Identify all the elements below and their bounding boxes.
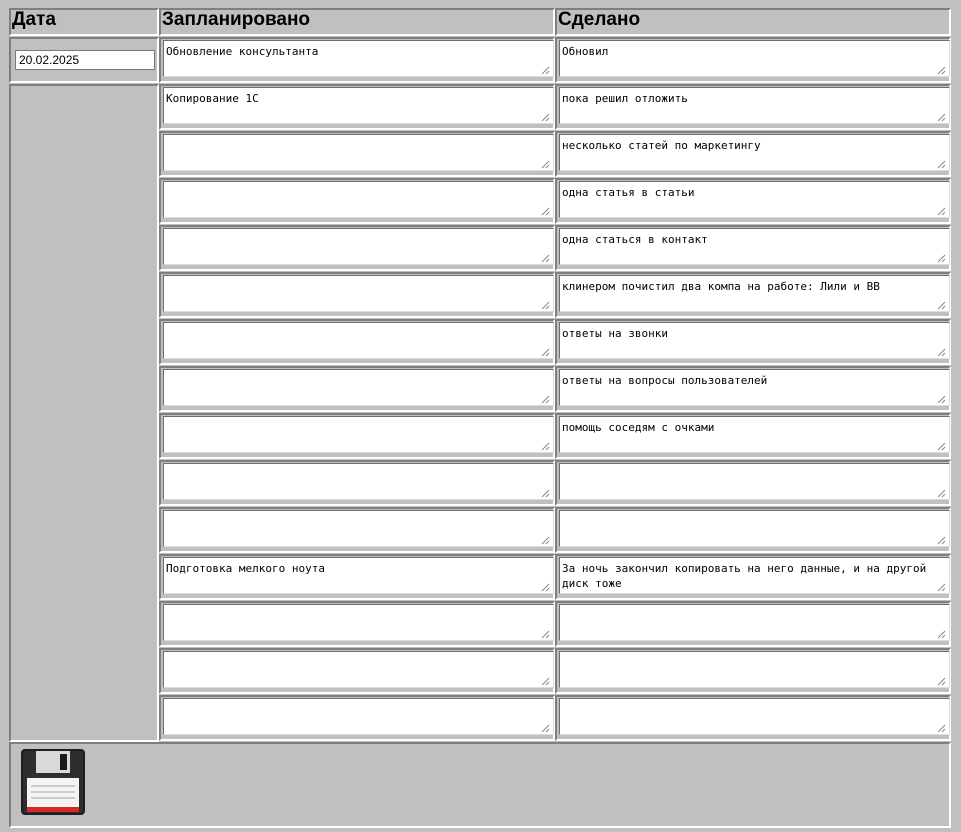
planned-cell	[159, 84, 555, 130]
done-textarea[interactable]: одна статья в статьи	[559, 181, 950, 218]
done-column-header: Сделано	[555, 8, 951, 36]
resize-grip-icon[interactable]	[541, 113, 550, 122]
done-textarea[interactable]: одна статься в контакт	[559, 228, 950, 265]
resize-grip-icon[interactable]	[541, 301, 550, 310]
planned-cell	[159, 413, 555, 459]
done-cell	[555, 460, 951, 506]
planned-textarea[interactable]: Обновление консультанта	[163, 40, 554, 77]
footer-cell	[9, 742, 951, 828]
resize-grip-icon[interactable]	[937, 395, 946, 404]
resize-grip-icon[interactable]	[541, 254, 550, 263]
done-cell	[555, 366, 951, 412]
planned-cell	[159, 178, 555, 224]
resize-grip-icon[interactable]	[541, 207, 550, 216]
resize-grip-icon[interactable]	[541, 489, 550, 498]
done-cell	[555, 272, 951, 318]
planned-textarea[interactable]	[163, 698, 554, 735]
planned-cell	[159, 601, 555, 647]
done-textarea[interactable]	[559, 604, 950, 641]
resize-grip-icon[interactable]	[937, 536, 946, 545]
resize-grip-icon[interactable]	[937, 348, 946, 357]
resize-grip-icon[interactable]	[937, 301, 946, 310]
resize-grip-icon[interactable]	[937, 677, 946, 686]
planned-cell	[159, 225, 555, 271]
date-input[interactable]: 20.02.2025	[15, 50, 155, 70]
done-textarea[interactable]: помощь соседям с очками	[559, 416, 950, 453]
resize-grip-icon[interactable]	[541, 724, 550, 733]
done-cell	[555, 554, 951, 600]
date-column-header: Дата	[9, 8, 159, 36]
done-textarea[interactable]	[559, 510, 950, 547]
planned-textarea[interactable]	[163, 275, 554, 312]
resize-grip-icon[interactable]	[541, 630, 550, 639]
planned-textarea[interactable]: Подготовка мелкого ноута	[163, 557, 554, 594]
resize-grip-icon[interactable]	[937, 254, 946, 263]
done-cell	[555, 601, 951, 647]
done-cell	[555, 131, 951, 177]
resize-grip-icon[interactable]	[541, 66, 550, 75]
planned-textarea[interactable]	[163, 463, 554, 500]
resize-grip-icon[interactable]	[541, 395, 550, 404]
resize-grip-icon[interactable]	[937, 583, 946, 592]
planned-cell	[159, 507, 555, 553]
done-cell	[555, 648, 951, 694]
done-cell	[555, 695, 951, 741]
resize-grip-icon[interactable]	[937, 113, 946, 122]
done-textarea[interactable]	[559, 651, 950, 688]
planned-cell	[159, 319, 555, 365]
resize-grip-icon[interactable]	[541, 348, 550, 357]
done-cell	[555, 37, 951, 83]
resize-grip-icon[interactable]	[937, 66, 946, 75]
planned-column-header: Запланировано	[159, 8, 555, 36]
planned-cell	[159, 554, 555, 600]
planned-textarea[interactable]	[163, 416, 554, 453]
date-cell	[9, 37, 159, 83]
resize-grip-icon[interactable]	[541, 536, 550, 545]
resize-grip-icon[interactable]	[541, 442, 550, 451]
resize-grip-icon[interactable]	[937, 442, 946, 451]
planned-cell	[159, 37, 555, 83]
date-spacer-cell	[9, 84, 159, 742]
planned-textarea[interactable]	[163, 510, 554, 547]
done-cell	[555, 225, 951, 271]
resize-grip-icon[interactable]	[541, 160, 550, 169]
done-cell	[555, 178, 951, 224]
floppy-disk-save-icon[interactable]	[20, 748, 86, 816]
done-textarea[interactable]: За ночь закончил копировать на него данные, и на другой диск тоже	[559, 557, 950, 594]
planned-cell	[159, 460, 555, 506]
done-textarea[interactable]	[559, 463, 950, 500]
planned-textarea[interactable]	[163, 181, 554, 218]
resize-grip-icon[interactable]	[937, 489, 946, 498]
planned-textarea[interactable]: Копирование 1С	[163, 87, 554, 124]
planned-cell	[159, 366, 555, 412]
resize-grip-icon[interactable]	[541, 677, 550, 686]
resize-grip-icon[interactable]	[937, 207, 946, 216]
done-textarea[interactable]: ответы на вопросы пользователей	[559, 369, 950, 406]
done-textarea[interactable]	[559, 698, 950, 735]
done-textarea[interactable]: несколько статей по маркетингу	[559, 134, 950, 171]
planned-cell	[159, 272, 555, 318]
done-cell	[555, 507, 951, 553]
done-textarea[interactable]: пока решил отложить	[559, 87, 950, 124]
planned-textarea[interactable]	[163, 369, 554, 406]
resize-grip-icon[interactable]	[541, 583, 550, 592]
resize-grip-icon[interactable]	[937, 160, 946, 169]
planned-textarea[interactable]	[163, 228, 554, 265]
done-textarea[interactable]: ответы на звонки	[559, 322, 950, 359]
done-cell	[555, 413, 951, 459]
planned-textarea[interactable]	[163, 134, 554, 171]
planned-cell	[159, 695, 555, 741]
resize-grip-icon[interactable]	[937, 630, 946, 639]
planned-textarea[interactable]	[163, 322, 554, 359]
planned-textarea[interactable]	[163, 651, 554, 688]
planned-cell	[159, 131, 555, 177]
done-textarea[interactable]: Обновил	[559, 40, 950, 77]
planned-textarea[interactable]	[163, 604, 554, 641]
planned-cell	[159, 648, 555, 694]
done-cell	[555, 319, 951, 365]
resize-grip-icon[interactable]	[937, 724, 946, 733]
done-textarea[interactable]: клинером почистил два компа на работе: Лили и ВВ	[559, 275, 950, 312]
done-cell	[555, 84, 951, 130]
